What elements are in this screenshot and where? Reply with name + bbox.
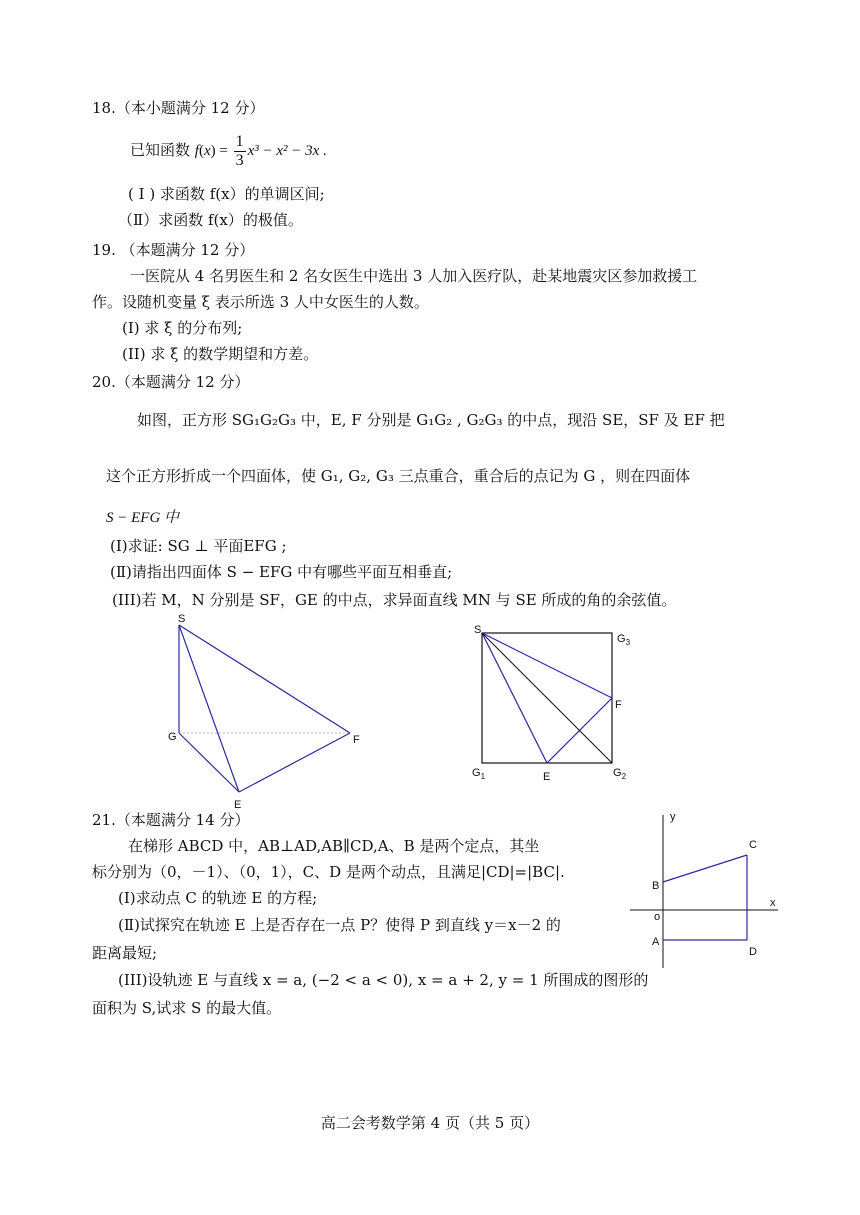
q19-part2: (II) 求 ξ 的数学期望和方差。 (122, 345, 319, 363)
fraction-one-third: $\frac{1}{3}$ (235, 132, 244, 169)
q18-heading: 18.（本小题满分 12 分） (92, 99, 265, 117)
label-S: S (474, 624, 482, 636)
trapezoid-figure (630, 808, 785, 973)
edge-EF (239, 733, 350, 792)
label-F: F (353, 734, 360, 746)
q19-heading: 19. （本题满分 12 分） (92, 241, 255, 259)
label-D: D (749, 946, 757, 958)
q21-part3a: (III)设轨迹 E 与直线 x = a, (−2 < a < 0), x = a + 2, y = 1 所围成的图形的 (118, 971, 649, 989)
q21-heading: 21.（本题满分 14 分） (92, 811, 250, 829)
segment-BC (663, 855, 747, 882)
q18-part2: （Ⅱ）求函数 f(x）的极值。 (118, 211, 303, 229)
label-G3: $G_3$ (617, 633, 631, 647)
q20-part1: (Ⅰ)求证: SG ⊥ 平面EFG ; (110, 537, 287, 555)
edge-SE (179, 625, 239, 792)
label-E: E (234, 799, 242, 811)
q19-body-line1: 一医院从 4 名男医生和 2 名女医生中选出 3 人加入医疗队，赴某地震灾区参加救援工 (130, 267, 698, 285)
q20-line1: 如图，正方形 SG₁G₂G₃ 中，E, F 分别是 G₁G₂ , G₂G₃ 的中点，现沿 SE，SF 及 EF 把 (137, 411, 725, 429)
q20-part3: (III)若 M，N 分别是 SF，GE 的中点，求异面直线 MN 与 SE 所成的角的余弦值。 (112, 591, 677, 609)
label-o: o (654, 911, 661, 923)
fold-SE (482, 633, 547, 763)
q20-line3: S − EFG 中 (106, 510, 180, 526)
label-x: x (770, 897, 776, 909)
label-F: F (615, 699, 622, 711)
q21-line1: 在梯形 ABCD 中，AB⊥AD,AB∥CD,A、B 是两个定点，其坐 (128, 837, 540, 855)
fold-SF (482, 633, 612, 698)
q20-part2: (Ⅱ)请指出四面体 S − EFG 中有哪些平面互相垂直; (110, 563, 453, 581)
label-G1: $G_1$ (472, 767, 486, 781)
q21-part1: (Ⅰ)求动点 C 的轨迹 E 的方程; (118, 889, 318, 907)
q19-part1: (I) 求 ξ 的分布列; (122, 319, 243, 337)
label-S: S (178, 613, 186, 625)
q21-part2b: 距离最短; (92, 944, 158, 962)
edge-SF (179, 625, 350, 733)
label-y: y (670, 811, 676, 823)
square-figure (470, 620, 640, 785)
edge-GE (179, 733, 239, 792)
page-footer: 高二会考数学第 4 页（共 5 页） (320, 1114, 540, 1132)
q20-line2: 这个正方形折成一个四面体，使 G₁, G₂, G₃ 三点重合，重合后的点记为 G ，则在四面体 (106, 467, 691, 485)
label-G: G (168, 731, 177, 743)
q21-part2a: (Ⅱ)试探究在轨迹 E 上是否存在一点 P？使得 P 到直线 y＝x－2 的 (118, 916, 561, 934)
label-E: E (543, 771, 551, 783)
diagonal-SG2 (482, 633, 612, 763)
q21-line2: 标分别为（0，－1）、（0，1），C、D 是两个动点，且满足|CD|=|BC|. (92, 863, 565, 881)
q19-body-line2: 作。设随机变量 ξ 表示所选 3 人中女医生的人数。 (92, 293, 429, 311)
label-A: A (652, 936, 660, 948)
label-G2: $G_2$ (613, 767, 627, 781)
label-C: C (749, 839, 757, 851)
tetrahedron-figure (160, 608, 380, 813)
q18-function: 已知函数 f(x) = $\frac{1}{3}$ x³ − x² − 3x . (130, 132, 327, 169)
label-B: B (652, 880, 660, 892)
q20-heading: 20.（本题满分 12 分） (92, 373, 250, 391)
q18-part1: ( Ⅰ ) 求函数 f(x）的单调区间; (128, 185, 325, 203)
q21-part3b: 面积为 S,试求 S 的最大值。 (92, 999, 282, 1017)
